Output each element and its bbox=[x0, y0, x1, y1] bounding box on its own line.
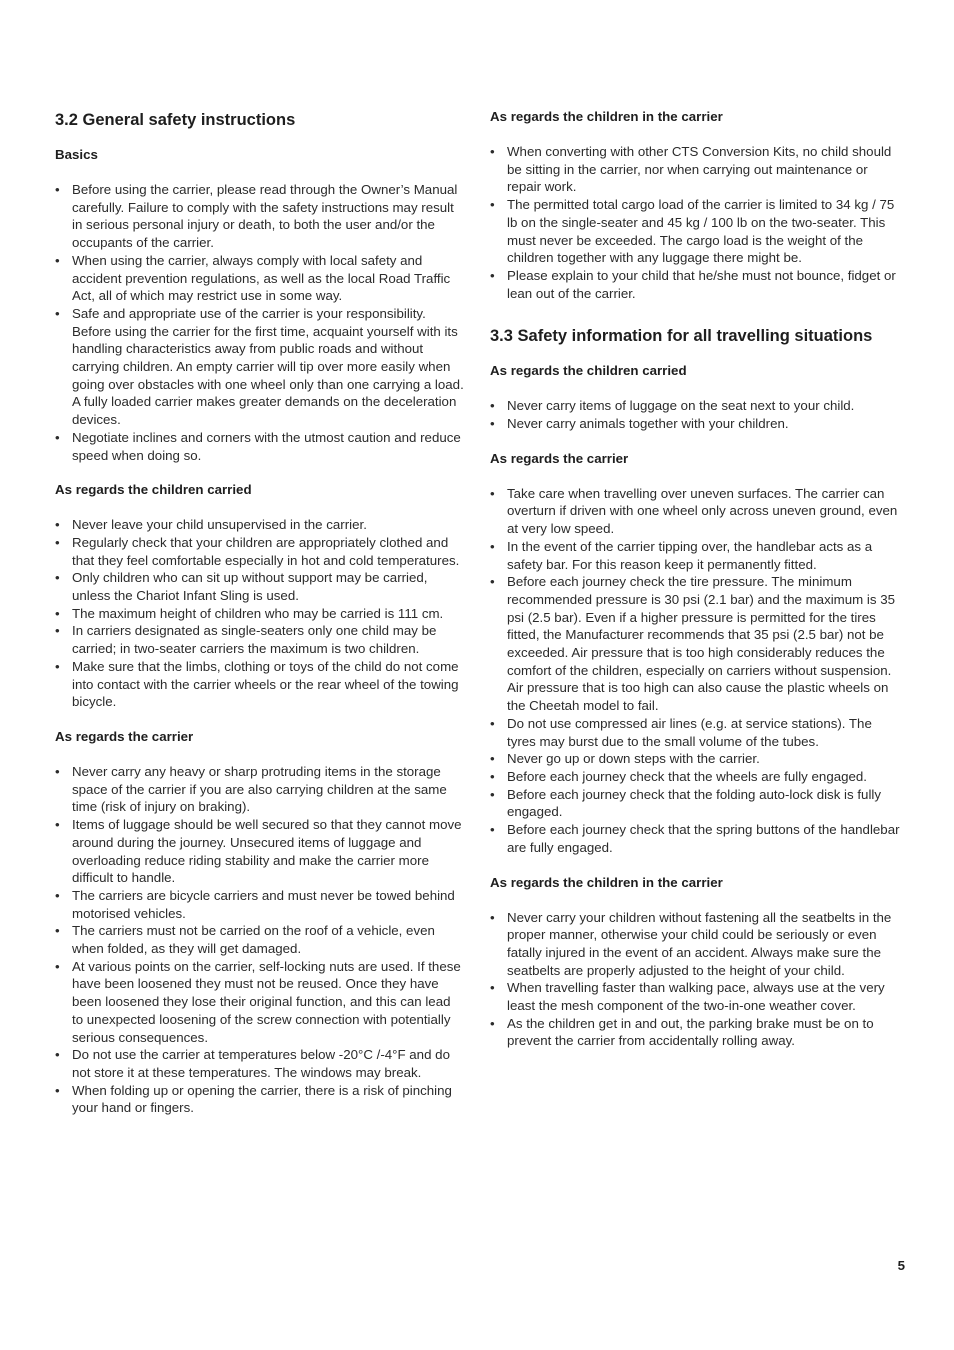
list-item bbox=[490, 573, 902, 715]
children-in-carrier-heading-2: As regards the children in the carrier bbox=[490, 874, 723, 890]
list-item-text: Never carry animals together with your children. bbox=[507, 416, 789, 432]
children-in-carrier-list bbox=[490, 143, 902, 302]
carrier-heading-right: As regards the carrier bbox=[490, 450, 629, 466]
list-item bbox=[490, 397, 902, 415]
carrier-list bbox=[55, 763, 465, 1117]
list-item-text: Before using the carrier, please read through the Owner’s Manual carefully. Failure to comply with the safety instructions may result in serious personal injury or death, to both the user and/or the occupants of the carrier. bbox=[72, 182, 458, 251]
list-item-text: When folding up or opening the carrier, there is a risk of pinching your hand or fingers. bbox=[72, 1082, 452, 1116]
list-item bbox=[55, 1082, 465, 1117]
bullet-icon: • bbox=[55, 623, 60, 639]
list-item bbox=[490, 979, 902, 1014]
bullet-icon: • bbox=[55, 252, 60, 268]
list-item bbox=[55, 534, 465, 569]
bullet-icon: • bbox=[490, 768, 495, 784]
bullet-icon: • bbox=[55, 923, 60, 939]
list-item bbox=[490, 415, 902, 433]
list-item bbox=[490, 267, 902, 302]
bullet-icon: • bbox=[55, 305, 60, 321]
bullet-icon: • bbox=[490, 786, 495, 802]
list-item bbox=[55, 887, 465, 922]
bullet-icon: • bbox=[490, 197, 495, 213]
list-item bbox=[490, 821, 902, 856]
list-item-text: Items of luggage should be well secured so that they cannot move around during the journey. Unsecured items of luggage and overloading reduce riding stability and make the carrier more difficult to handle. bbox=[72, 817, 462, 886]
bullet-icon: • bbox=[55, 570, 60, 586]
list-item bbox=[55, 605, 465, 623]
bullet-icon: • bbox=[55, 1047, 60, 1063]
list-item-text: The carriers are bicycle carriers and must never be towed behind motorised vehicles. bbox=[72, 887, 455, 921]
list-item-text: Regularly check that your children are appropriately clothed and that they feel comfortable especially in hot and cold temperatures. bbox=[72, 534, 460, 568]
list-item-text: Please explain to your child that he/she must not bounce, fidget or lean out of the carrier. bbox=[507, 267, 896, 301]
list-item-text: As the children get in and out, the parking brake must be on to prevent the carrier from accidentally rolling away. bbox=[507, 1015, 874, 1049]
list-item bbox=[55, 569, 465, 604]
bullet-icon: • bbox=[55, 534, 60, 550]
list-item-text: Never carry your children without fastening all the seatbelts in the proper manner, otherwise your child could be seriously or even fatally injured in the event of an accident. Always make sure the seatbelts are properly adjusted to the height of your child. bbox=[507, 909, 892, 978]
list-item-text: Before each journey check that the spring buttons of the handlebar are fully engaged. bbox=[507, 822, 900, 855]
bullet-icon: • bbox=[490, 267, 495, 283]
carrier-block-right bbox=[490, 450, 902, 857]
bullet-icon: • bbox=[55, 887, 60, 903]
page-number: 5 bbox=[897, 1258, 905, 1273]
bullet-icon: • bbox=[490, 416, 495, 432]
carrier-heading: As regards the carrier bbox=[55, 728, 194, 744]
list-item bbox=[490, 768, 902, 786]
bullet-icon: • bbox=[490, 715, 495, 731]
left-column bbox=[55, 108, 465, 1134]
bullet-icon: • bbox=[490, 909, 495, 925]
bullet-icon: • bbox=[55, 517, 60, 533]
children-in-carrier-list-2 bbox=[490, 909, 902, 1051]
list-item-text: In the event of the carrier tipping over, the handlebar acts as a safety bar. For this reason keep it permanently fitted. bbox=[507, 538, 873, 572]
list-item bbox=[55, 252, 465, 305]
bullet-icon: • bbox=[490, 538, 495, 554]
list-item bbox=[490, 143, 902, 196]
basics-list bbox=[55, 181, 465, 464]
children-in-carrier-heading: As regards the children in the carrier bbox=[490, 109, 723, 124]
list-item-text: When using the carrier, always comply with local safety and accident prevention regulations, as well as the local Road Traffic Act, all of which may restrict use in some way. bbox=[72, 252, 451, 304]
list-item-text: At various points on the carrier, self-locking nuts are used. If these have been loosened they must not be reused. Once they have been loosened they lose their original function, and this can lead to unexpected loosening of the screw connection with potentially serious consequences. bbox=[72, 958, 461, 1045]
basics-block bbox=[55, 146, 465, 464]
list-item-text: The maximum height of children who may be carried is 111 cm. bbox=[72, 605, 444, 621]
list-item bbox=[55, 305, 465, 429]
list-item-text: Negotiate inclines and corners with the utmost caution and reduce speed when doing so. bbox=[72, 429, 461, 463]
bullet-icon: • bbox=[490, 144, 495, 159]
right-column bbox=[490, 108, 902, 1067]
bullet-icon: • bbox=[490, 398, 495, 414]
bullet-icon: • bbox=[490, 574, 495, 590]
section-title-3-3: 3.3 Safety information for all travelling situations bbox=[490, 327, 873, 346]
bullet-icon: • bbox=[490, 1015, 495, 1031]
bullet-icon: • bbox=[490, 980, 495, 996]
list-item bbox=[55, 658, 465, 711]
list-item bbox=[55, 181, 465, 252]
bullet-icon: • bbox=[490, 822, 495, 838]
list-item bbox=[490, 196, 902, 267]
bullet-icon: • bbox=[490, 751, 495, 767]
bullet-icon: • bbox=[55, 1082, 60, 1098]
list-item bbox=[490, 485, 902, 538]
section-title-3-2: 3.2 General safety instructions bbox=[55, 111, 296, 129]
list-item-text: Never carry items of luggage on the seat next to your child. bbox=[507, 398, 855, 414]
list-item-text: In carriers designated as single-seaters only one child may be carried; in two-seater carriers the maximum is two children. bbox=[72, 623, 437, 657]
list-item-text: Take care when travelling over uneven surfaces. The carrier can overturn if driven with one wheel only across uneven ground, even at very low speed. bbox=[507, 485, 898, 537]
list-item bbox=[490, 1015, 902, 1050]
children-carried-heading: As regards the children carried bbox=[55, 482, 252, 498]
bullet-icon: • bbox=[55, 182, 60, 197]
list-item bbox=[490, 909, 902, 980]
list-item bbox=[55, 622, 465, 657]
bullet-icon: • bbox=[55, 658, 60, 674]
list-item-text: Only children who can sit up without support may be carried, unless the Chariot Infant Sling is used. bbox=[72, 570, 428, 604]
list-item-text: Safe and appropriate use of the carrier is your responsibility. Before using the carrier for the first time, acquaint yourself with its handling characteristics away from public roads and without carrying children. An empty carrier will tip over more easily when going over obstacles with one wheel only than one carrying a load. A fully loaded carrier makes greater demands on the deceleration devices. bbox=[72, 305, 464, 428]
children-carried-block-right bbox=[490, 362, 902, 432]
list-item bbox=[55, 1046, 465, 1081]
carrier-block bbox=[55, 728, 465, 1117]
list-item-text: Never carry any heavy or sharp protruding items in the storage space of the carrier if you are also carrying children at the same time (risk of injury on braking). bbox=[72, 763, 447, 815]
children-in-carrier-block-2 bbox=[490, 874, 902, 1051]
list-item-text: When converting with other CTS Conversion Kits, no child should be sitting in the carrier, nor when carrying out maintenance or repair work. bbox=[507, 144, 892, 195]
list-item bbox=[490, 715, 902, 750]
list-item-text: Before each journey check the tire pressure. The minimum recommended pressure is 30 psi (2.1 bar) and the maximum is 35 psi (2.5 bar). Even if a higher pressure is permitted for the tires fitted, the Manufacturer recommends that 35 psi (2.5 bar) not be exceeded. Air pressure that is too high considerably reduces the comfort of the children, especially on carriers without suspension. Air pressure that is too high can also cause the plastic wheels on the Cheetah model to fail. bbox=[507, 574, 895, 714]
list-item bbox=[55, 763, 465, 816]
list-item bbox=[55, 922, 465, 957]
list-item bbox=[55, 429, 465, 464]
bullet-icon: • bbox=[55, 817, 60, 833]
bullet-icon: • bbox=[55, 429, 60, 445]
list-item bbox=[55, 958, 465, 1047]
list-item-text: Before each journey check that the folding auto-lock disk is fully engaged. bbox=[507, 786, 881, 820]
list-item-text: When travelling faster than walking pace, always use at the very least the mesh component of the two-in-one weather cover. bbox=[507, 980, 885, 1014]
bullet-icon: • bbox=[55, 763, 60, 779]
list-item-text: The carriers must not be carried on the roof of a vehicle, even when folded, as they will get damaged. bbox=[72, 923, 435, 957]
bullet-icon: • bbox=[490, 485, 495, 501]
list-item bbox=[490, 538, 902, 573]
children-carried-heading-right: As regards the children carried bbox=[490, 363, 687, 379]
list-item-text: Do not use compressed air lines (e.g. at service stations). The tyres may burst due to the small volume of the tubes. bbox=[507, 715, 872, 749]
list-item-text: Do not use the carrier at temperatures below -20°C /-4°F and do not store it at these temperatures. The windows may break. bbox=[72, 1047, 450, 1080]
list-item-text: Never leave your child unsupervised in the carrier. bbox=[72, 517, 367, 533]
list-item-text: The permitted total cargo load of the carrier is limited to 34 kg / 75 lb on the single-seater and 45 kg / 100 lb on the two-seater. This must never be exceeded. The cargo load is the weight of the children together with any luggage there might be. bbox=[507, 197, 895, 266]
children-in-carrier-block bbox=[490, 108, 902, 302]
children-carried-list-right bbox=[490, 397, 902, 432]
children-carried-list bbox=[55, 516, 465, 711]
list-item-text: Never go up or down steps with the carrier. bbox=[507, 751, 760, 767]
list-item bbox=[490, 786, 902, 821]
bullet-icon: • bbox=[55, 958, 60, 974]
list-item bbox=[55, 816, 465, 887]
bullet-icon: • bbox=[55, 605, 60, 621]
list-item bbox=[490, 750, 902, 768]
children-carried-block bbox=[55, 481, 465, 711]
list-item-text: Before each journey check that the wheels are fully engaged. bbox=[507, 768, 867, 784]
basics-heading: Basics bbox=[55, 147, 98, 162]
carrier-list-right bbox=[490, 485, 902, 857]
list-item bbox=[55, 516, 465, 534]
list-item-text: Make sure that the limbs, clothing or toys of the child do not come into contact with the carrier wheels or the rear wheel of the towing bicycle. bbox=[72, 658, 459, 710]
